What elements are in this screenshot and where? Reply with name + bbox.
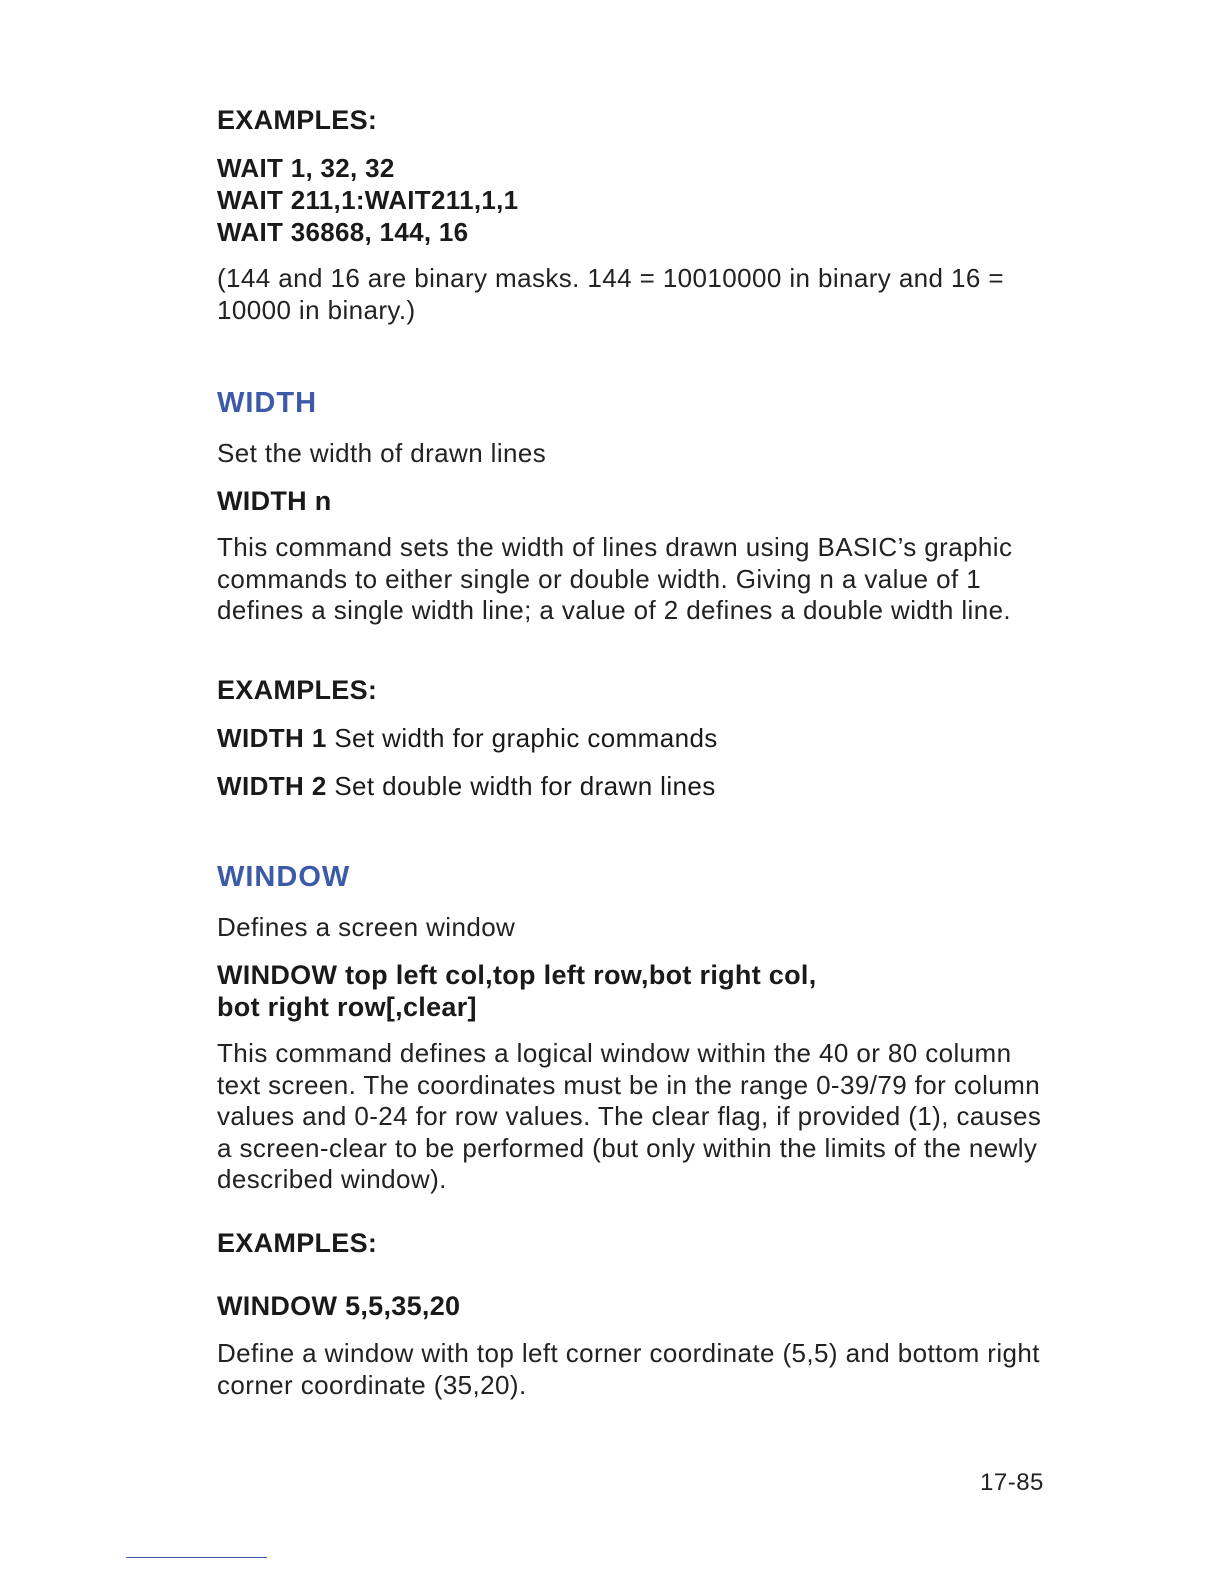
width-heading: WIDTH (217, 387, 318, 419)
window-heading: WINDOW (217, 861, 351, 893)
wait-examples-label: EXAMPLES: (217, 105, 378, 135)
width-example-2 (217, 770, 1047, 802)
wait-code-line-3: WAIT 36868, 144, 16 (217, 217, 469, 247)
width-example-1-text: Set width for graphic commands (334, 723, 718, 753)
width-description: This command sets the width of lines drawn using BASIC’s graphic commands to either single or double width. Giving n a value of 1 defines a single width line; a value of 2 defines a double width line. (217, 532, 1013, 625)
width-example-2-code: WIDTH 2 (217, 771, 327, 801)
window-description: This command defines a logical window within the 40 or 80 column text screen. The coordinates must be in the range 0-39/79 for column values and 0-24 for row values. The clear flag, if provided (1), causes a screen-clear to be performed (but only within the limits of the newly described window). (217, 1038, 1042, 1194)
wait-code-line-2: WAIT 211,1:WAIT211,1,1 (217, 185, 519, 215)
width-syntax: WIDTH n (217, 486, 332, 516)
window-example-code: WINDOW 5,5,35,20 (217, 1291, 461, 1321)
window-example-text: Define a window with top left corner coordinate (5,5) and bottom right corner coordinate (35,20). (217, 1338, 1040, 1400)
width-example-1-code: WIDTH 1 (217, 723, 327, 753)
window-summary: Defines a screen window (217, 912, 516, 942)
page-number: 17-85 (980, 1469, 1044, 1496)
width-examples-label: EXAMPLES: (217, 675, 378, 705)
width-example-1 (217, 722, 1047, 754)
wait-code-line-1: WAIT 1, 32, 32 (217, 153, 395, 183)
width-example-2-text: Set double width for drawn lines (334, 771, 716, 801)
window-syntax-line-1: WINDOW top left col,top left row,bot right col, (217, 960, 817, 990)
footer-rule (126, 1557, 267, 1558)
window-syntax-line-2: bot right row[,clear] (217, 992, 477, 1022)
window-examples-label: EXAMPLES: (217, 1228, 378, 1258)
wait-note: (144 and 16 are binary masks. 144 = 10010000 in binary and 16 = 10000 in binary.) (217, 263, 1004, 325)
width-summary: Set the width of drawn lines (217, 438, 547, 468)
